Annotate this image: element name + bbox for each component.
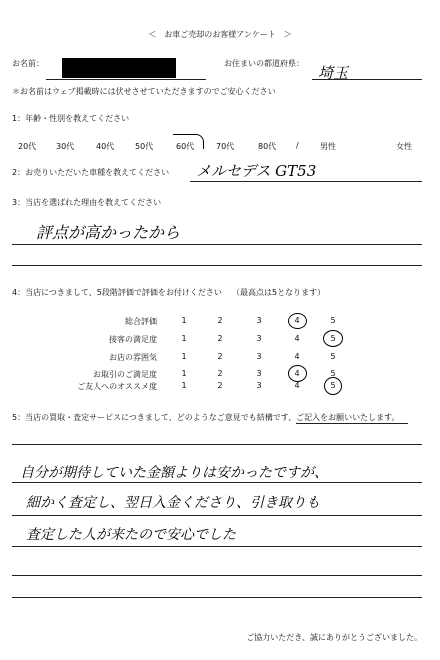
age-option-70: 70代 xyxy=(216,142,235,151)
rating-value: 1 xyxy=(181,369,187,378)
gender-option-male: 男性 xyxy=(320,142,336,151)
selected-rating-circle xyxy=(288,313,307,329)
question-1: 1：年齢・性別を教えてください xyxy=(12,114,130,123)
gender-option-female: 女性 xyxy=(396,142,412,151)
rating-value: 4 xyxy=(294,316,300,325)
comment-line-6 xyxy=(12,597,422,598)
name-underline xyxy=(46,79,206,80)
privacy-notice: ＊お名前はウェブ掲載時には伏せさせていただきますのでご安心ください xyxy=(12,87,276,96)
rating-label: 総合評価 xyxy=(125,317,157,326)
prefecture-underline xyxy=(312,79,422,80)
rating-value: 1 xyxy=(181,316,187,325)
age-option-40: 40代 xyxy=(96,142,115,151)
comment-line-5 xyxy=(12,575,422,576)
rating-value: 2 xyxy=(217,316,223,325)
rating-value: 5 xyxy=(330,352,336,361)
rating-value: 3 xyxy=(256,352,262,361)
age-option-30: 30代 xyxy=(56,142,75,151)
comment-line-2 xyxy=(12,482,422,483)
selected-rating-circle xyxy=(324,377,342,395)
rating-value: 1 xyxy=(181,352,187,361)
rating-value: 5 xyxy=(330,381,336,390)
rating-label: 接客の満足度 xyxy=(109,335,157,344)
reason-answer: 評点が高かったから xyxy=(36,223,181,242)
rating-value: 5 xyxy=(330,369,336,378)
rating-label: お取引のご満足度 xyxy=(93,370,157,379)
car-underline xyxy=(190,181,422,182)
rating-label: ご友人へのオススメ度 xyxy=(77,382,157,391)
rating-value: 1 xyxy=(181,334,187,343)
rating-label: お店の雰囲気 xyxy=(109,353,157,362)
name-label: お名前： xyxy=(12,59,44,68)
rating-value: 3 xyxy=(256,369,262,378)
comment-text-3: 査定した人が来たので安心でした xyxy=(26,527,236,543)
reason-line-1 xyxy=(12,244,422,245)
car-model-answer: メルセデス GT53 xyxy=(196,162,317,180)
name-redaction xyxy=(62,58,176,78)
question-4: 4：当店につきまして、5段階評価で評価をお付けください xyxy=(12,288,222,297)
rating-value: 3 xyxy=(256,381,262,390)
age-option-80: 80代 xyxy=(258,142,277,151)
question-4-note: （最高点は5となります） xyxy=(232,288,326,297)
comment-text-2: 細かく査定し、翌日入金くださり、引き取りも xyxy=(26,495,320,511)
comment-line-3 xyxy=(12,515,422,516)
age-60-mark xyxy=(173,134,204,149)
rating-value: 3 xyxy=(256,334,262,343)
prefecture-value: 埼玉 xyxy=(318,64,349,82)
q5-underline xyxy=(296,423,408,424)
rating-value: 2 xyxy=(217,369,223,378)
survey-title: ＜ お車ご売却のお客様アンケート ＞ xyxy=(148,30,292,39)
rating-value: 3 xyxy=(256,316,262,325)
rating-value: 5 xyxy=(330,334,336,343)
gender-separator: / xyxy=(296,141,299,150)
rating-value: 4 xyxy=(294,334,300,343)
rating-value: 2 xyxy=(217,381,223,390)
rating-value: 5 xyxy=(330,316,336,325)
rating-value: 4 xyxy=(294,352,300,361)
question-5: 5：当店の買取・査定サービスにつきまして、どのようなご意見でも結構です、ご記入をお願いいたします。 xyxy=(12,413,400,422)
selected-rating-circle xyxy=(288,365,307,382)
comment-line-4 xyxy=(12,546,422,547)
age-option-60: 60代 xyxy=(176,142,195,151)
comment-line-1 xyxy=(12,444,422,445)
selected-rating-circle xyxy=(323,330,343,347)
question-2: 2：お売りいただいた車種を教えてください xyxy=(12,168,170,177)
thank-you-footer: ご協力いただき、誠にありがとうございました。 xyxy=(246,633,422,642)
prefecture-label: お住まいの都道府県： xyxy=(224,59,304,68)
rating-value: 1 xyxy=(181,381,187,390)
rating-value: 2 xyxy=(217,334,223,343)
age-option-50: 50代 xyxy=(135,142,154,151)
rating-value: 2 xyxy=(217,352,223,361)
rating-value: 4 xyxy=(294,381,300,390)
rating-value: 4 xyxy=(294,369,300,378)
comment-text-1: 自分が期待していた金額よりは安かったですが、 xyxy=(20,465,328,481)
question-3: 3：当店を選ばれた理由を教えてください xyxy=(12,198,162,207)
reason-line-2 xyxy=(12,265,422,266)
age-option-20: 20代 xyxy=(18,142,37,151)
